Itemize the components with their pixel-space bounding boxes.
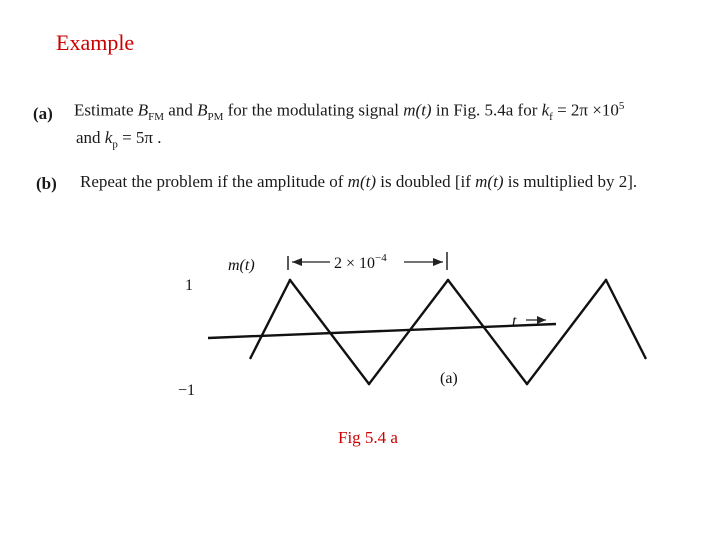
arrowhead-right-icon: [433, 258, 443, 266]
waveform-segment: [448, 280, 527, 384]
arrowhead-left-icon: [292, 258, 302, 266]
waveform-vertex: [289, 279, 291, 281]
t-label: t: [512, 313, 517, 330]
figure-caption: Fig 5.4 a: [338, 428, 398, 447]
slide-heading: Example: [56, 30, 135, 55]
waveform-vertex: [447, 279, 449, 281]
waveform-vertex: [368, 383, 370, 385]
y-max-label: 1: [185, 277, 193, 294]
waveform-segment: [251, 280, 291, 358]
part-a-label: (a): [33, 104, 53, 123]
waveform-vertex: [526, 383, 528, 385]
part-b-label: (b): [36, 174, 57, 193]
waveform-vertex: [605, 279, 607, 281]
waveform-vertex: [644, 357, 646, 359]
period-label: $2 \times 10^{-4}$: [334, 252, 387, 272]
waveform-segment: [606, 280, 646, 358]
t-arrowhead-icon: [537, 316, 546, 324]
y-min-label: −1: [178, 382, 196, 399]
time-axis: [208, 324, 556, 338]
signal-label: m(t): [228, 257, 255, 274]
waveform-segment: [527, 280, 606, 384]
panel-label: (a): [440, 370, 458, 387]
part-b-line: Repeat the problem if the amplitude of m(t) is doubled [if m(t) is multiplied by 2].: [80, 172, 638, 191]
part-a-line-2: and $k_p = 5\pi$ .: [76, 128, 162, 151]
part-a-line-1: Estimate $B_{FM}$ and $B_{PM}$ for the modulating signal m(t) in Fig. 5.4a for $k_f = 2\pi \times 10^5$: [74, 100, 625, 124]
waveform-vertex: [249, 357, 251, 359]
